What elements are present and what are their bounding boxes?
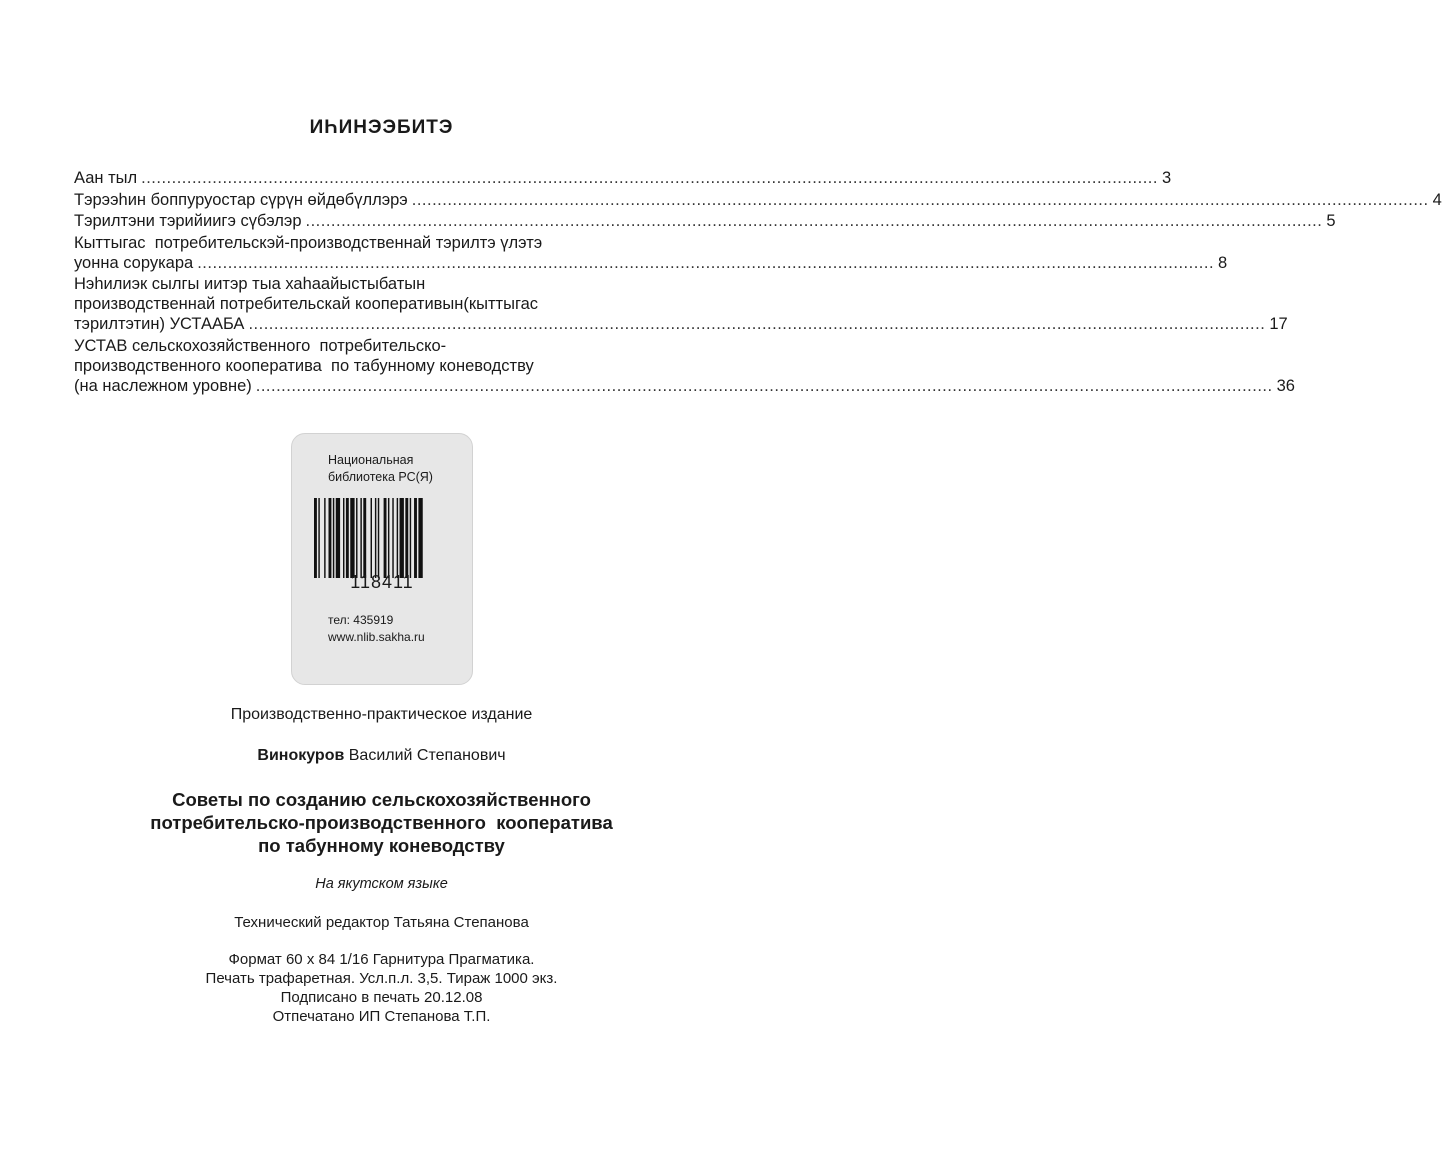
toc-entry (74, 168, 1172, 188)
toc-entry-line (74, 168, 1172, 188)
library-name-line1: Национальная (328, 453, 414, 467)
toc-entry (74, 233, 1228, 273)
barcode-number: 118411 (350, 572, 414, 592)
toc-entry-title: Тэрилтэни тэрийиигэ сүбэлэр (74, 212, 302, 230)
language-note: На якутском языке (315, 876, 448, 892)
toc-entry-title: Тэрээһин боппуруостар сүрүн өйдөбүллэрэ (74, 190, 408, 209)
toc-entry-line (74, 253, 1228, 273)
toc-page-number: 36 (1276, 376, 1295, 395)
printer-name: Отпечатано ИП Степанова Т.П. (272, 1008, 491, 1025)
toc-entry-line (74, 190, 1442, 210)
library-website: www.nlib.sakha.ru (328, 630, 425, 644)
barcode-image (314, 498, 462, 578)
print-details (0, 950, 763, 1026)
book-title-line2: потребительско-производственного кооператива (150, 812, 613, 833)
library-phone: тел: 435919 (328, 613, 394, 627)
toc-page-number: 3 (1161, 169, 1172, 187)
toc-entry (74, 336, 1295, 396)
print-method: Печать трафаретная. Усл.п.л. 3,5. Тираж 1000 экз. (205, 970, 558, 987)
toc-entry-title: уонна сорукара (74, 253, 194, 272)
toc-entry-text-line: УСТАВ сельскохозяйственного потребительско- (74, 336, 447, 355)
toc-title: ИҺИНЭЭБИТЭ (309, 117, 454, 138)
toc-entry-text-line: Нэһилиэк сылгы иитэр тыа хаһаайыстыбатын (74, 275, 426, 293)
toc-entry-line (74, 211, 1336, 231)
toc-entry (74, 274, 1288, 334)
toc-dot-leader: ........................................................................................................................................................................................................ (305, 212, 1323, 230)
toc-entry-title: (на наслежном уровне) (74, 376, 252, 395)
toc-page-number: 17 (1269, 315, 1288, 333)
toc-entry-text-line: производственного кооператива по табунному коневодству (74, 356, 534, 375)
toc-dot-leader: ........................................................................................................................................................................................................ (255, 376, 1273, 395)
toc-entry (74, 190, 1442, 210)
library-name-line2: библиотека РС(Я) (328, 470, 433, 484)
author-surname: Винокуров (257, 747, 345, 764)
toc-dot-leader: ........................................................................................................................................................................................................ (411, 190, 1429, 209)
edition-type: Производственно-практическое издание (230, 706, 533, 723)
book-title-line1: Советы по созданию сельскохозяйственного (172, 789, 591, 810)
toc-entry-text-line: Кыттыгас потребительскэй-производственнай тэрилтэ үлэтэ (74, 233, 543, 252)
toc-page-number: 8 (1218, 253, 1228, 272)
toc-entry (74, 211, 1336, 231)
table-of-contents (74, 168, 1442, 397)
toc-entry-title: тэрилтэтин) УСТААБА (74, 315, 245, 333)
book-title-line3: по табунному коневодству (258, 835, 505, 856)
print-format: Формат 60 х 84 1/16 Гарнитура Прагматика. (228, 951, 535, 968)
toc-entry-title: Аан тыл (74, 169, 138, 187)
author-line (0, 747, 763, 765)
library-sticker (291, 433, 473, 685)
toc-entry-line (74, 376, 1295, 396)
toc-dot-leader: ........................................................................................................................................................................................................ (141, 169, 1158, 187)
toc-entry-text-line: производственнай потребительскай кооперативын(кыттыгас (74, 295, 539, 313)
toc-dot-leader: ........................................................................................................................................................................................................ (197, 253, 1215, 272)
toc-page-number: 5 (1326, 212, 1336, 230)
library-contact (328, 612, 425, 646)
signed-date: Подписано в печать 20.12.08 (280, 989, 483, 1006)
toc-entry-line (74, 314, 1288, 334)
technical-editor: Технический редактор Татьяна Степанова (234, 914, 529, 931)
library-name (328, 452, 433, 486)
book-title (0, 788, 763, 857)
toc-dot-leader: ........................................................................................................................................................................................................ (248, 315, 1266, 333)
author-name: Василий Степанович (348, 747, 506, 764)
toc-page-number: 4 (1432, 190, 1442, 209)
